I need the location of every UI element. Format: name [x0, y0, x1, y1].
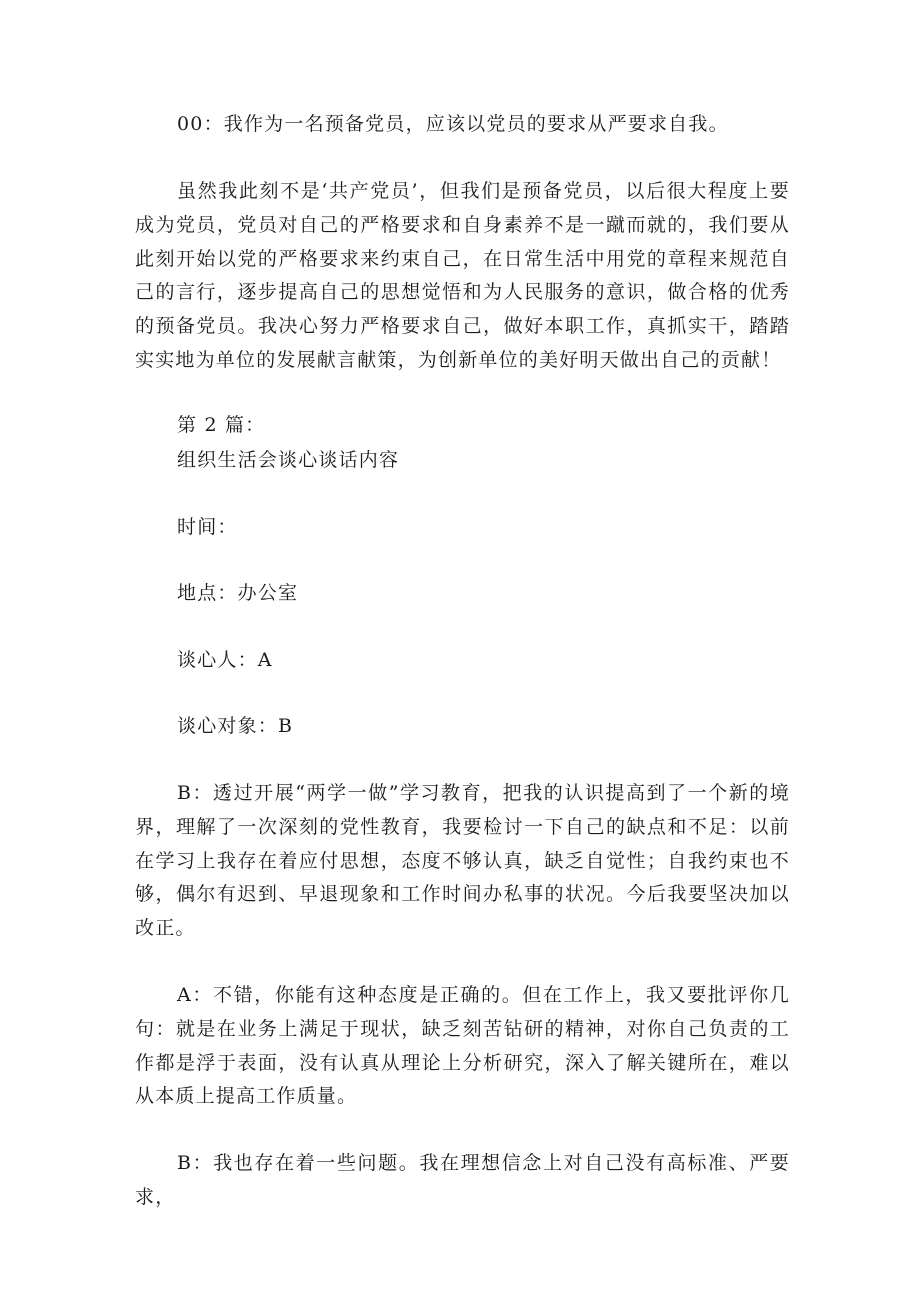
body-paragraph-1: 虽然我此刻不是‘共产党员’，但我们是预备党员，以后很大程度上要成为党员，党员对自己的严格要求和自身素养不是一蹴而就的，我们要从此刻开始以党的严格要求来约束自己，在日常生活中用党的章程来规范自己的言行，逐步提高自己的思想觉悟和为人民服务的意识，做合格的优秀的预备党员。我决心努力严格要求自己，做好本职工作，真抓实干，踏踏实实地为单位的发展献言献策，为创新单位的美好明天做出自己的贡献！	[135, 180, 790, 371]
time-field: 时间：	[177, 516, 238, 538]
b-statement-1: B：透过开展“两学一做”学习教育，把我的认识提高到了一个新的境界，理解了一次深刻的党性教育，我要检讨一下自己的缺点和不足：以前在学习上我存在着应付思想，态度不够认真，缺乏自觉性；自我约束也不够，偶尔有迟到、早退现象和工作时间办私事的状况。今后我要坚决加以改正。	[135, 782, 790, 940]
section-title: 组织生活会谈心谈话内容	[177, 449, 400, 471]
b-statement-2: B：我也存在着一些问题。我在理想信念上对自己没有高标准、严要求，	[135, 1152, 790, 1208]
section-label: 第 2 篇：	[177, 414, 266, 436]
intro-paragraph: 00：我作为一名预备党员，应该以党员的要求从严要求自我。	[177, 113, 729, 135]
target-field: 谈心对象：B	[177, 715, 294, 737]
talker-field: 谈心人：A	[177, 649, 273, 671]
a-statement-1: A：不错，你能有这种态度是正确的。但在工作上，我又要批评你几句：就是在业务上满足于现状，缺乏刻苦钻研的精神，对你自己负责的工作都是浮于表面，没有认真从理论上分析研究，深入了解关键所在，难以从本质上提高工作质量。	[135, 984, 790, 1108]
place-field: 地点：办公室	[177, 582, 299, 604]
